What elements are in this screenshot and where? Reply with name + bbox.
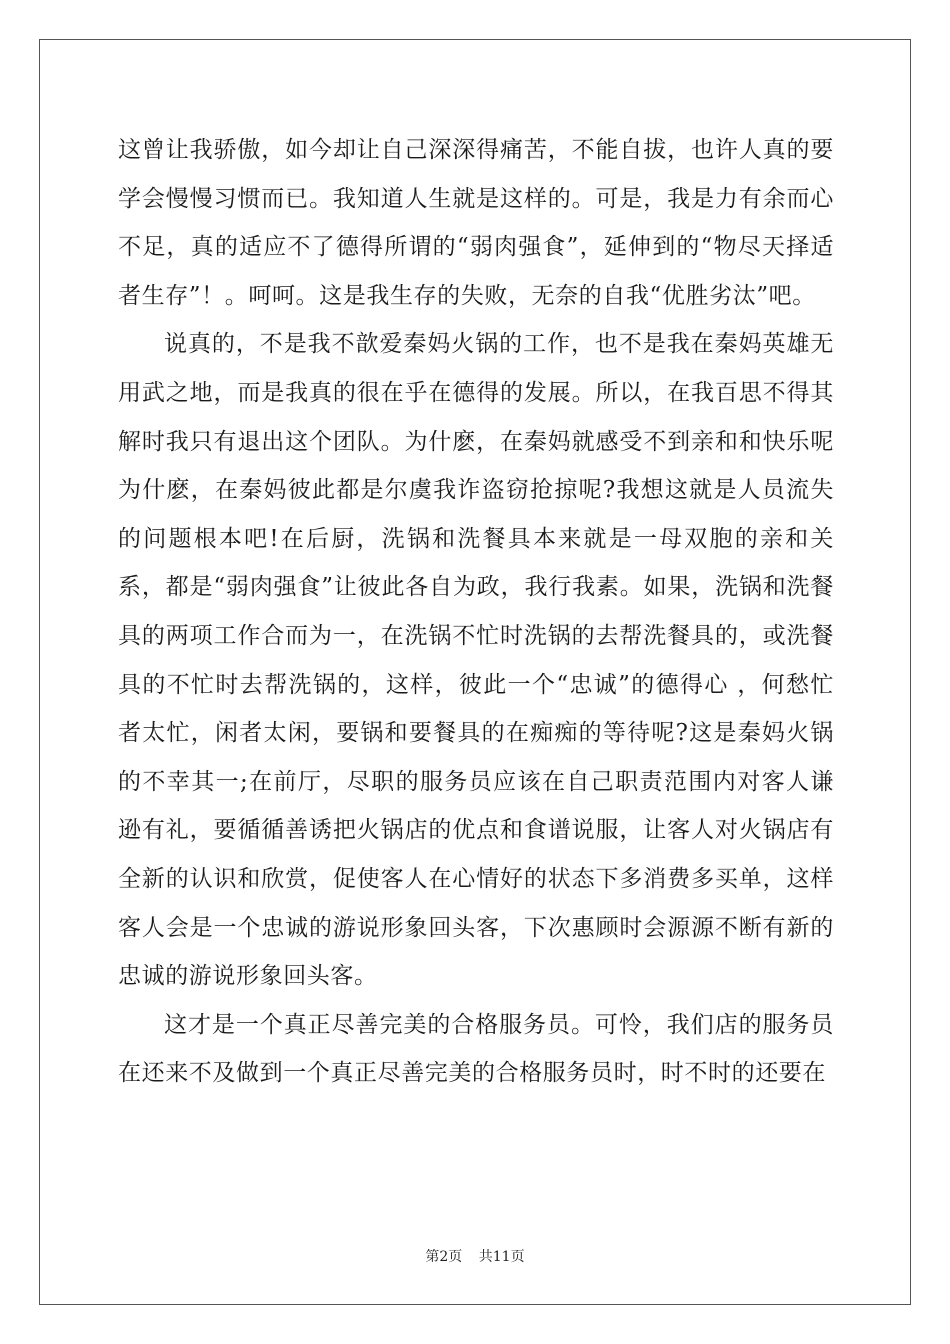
current-page-label: 第2页 <box>425 1249 463 1265</box>
paragraph-3: 这才是一个真正尽善完美的合格服务员。可怜，我们店的服务员在还来不及做到一个真正尽善完美的合格服务员时，时不时的还要在 <box>118 1011 834 1087</box>
page-footer <box>0 1246 950 1266</box>
paragraph-1: 这曾让我骄傲，如今却让自己深深得痛苦，不能自拔，也许人真的要学会慢慢习惯而已。我知道人生就是这样的。可是，我是力有余而心不足，真的适应不了德得所谓的“弱肉强食”，延伸到的“物尽天择适者生存”！。呵呵。这是我生存的失败，无奈的自我“优胜劣汰”吧。 <box>118 137 834 309</box>
paragraph-2: 说真的，不是我不歆爱秦妈火锅的工作，也不是我在秦妈英雄无用武之地，而是我真的很在乎在德得的发展。所以，在我百思不得其解时我只有退出这个团队。为什麽，在秦妈就感受不到亲和和快乐呢为什麽，在秦妈彼此都是尔虞我诈盗窃抢掠呢?我想这就是人员流失的问题根本吧!在后厨，洗锅和洗餐具本来就是一母双胞的亲和关系，都是“弱肉强食”让彼此各自为政，我行我素。如果，洗锅和洗餐具的两项工作合而为一，在洗锅不忙时洗锅的去帮洗餐具的，或洗餐具的不忙时去帮洗锅的，这样，彼此一个“忠诚”的德得心 ，何愁忙者太忙，闲者太闲，要锅和要餐具的在痴痴的等待呢?这是秦妈火锅的不幸其一;在前厅，尽职的服务员应该在自己职责范围内对客人谦逊有礼，要循循善诱把火锅店的优点和食谱说服，让客人对火锅店有全新的认识和欣赏，促使客人在心情好的状态下多消费多买单，这样客人会是一个忠诚的游说形象回头客，下次惠顾时会源源不断有新的忠诚的游说形象回头客。 <box>118 331 834 990</box>
document-body <box>118 126 834 1098</box>
total-pages-label: 共11页 <box>478 1249 525 1265</box>
